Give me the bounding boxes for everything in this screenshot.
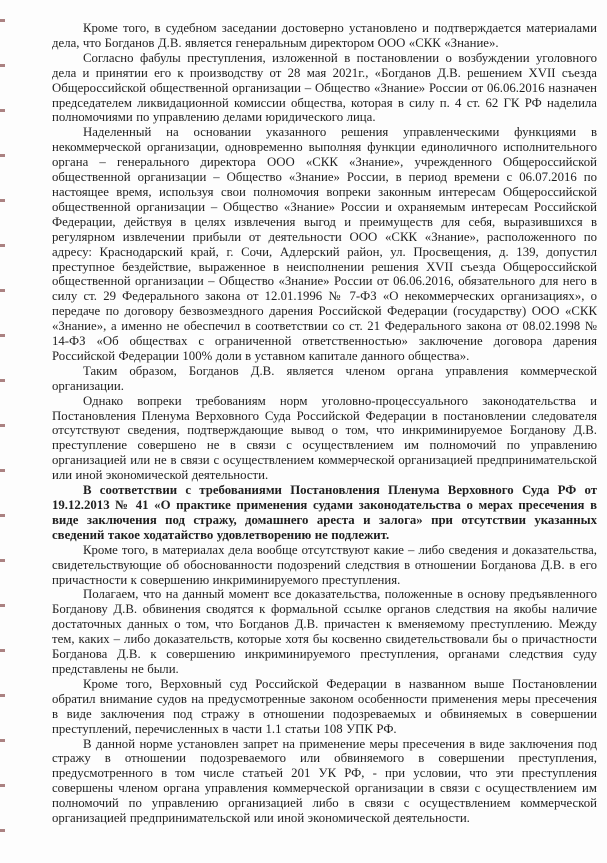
paragraph-2: Согласно фабулы преступления, изложенной в постановлении о возбуждении уголовного дела и принятии его к производству от 28 мая 2021г., «Богданов Д.В. решением XVII съезда Общероссийской общественной организации – Общество «Знание» России от 06.06.2016 назначен председателем ликвидационной комиссии общества, которая в силу п. 4 ст. 62 ГК РФ наделила полномочиями по управлению делами юридического лица. [52,50,597,125]
paragraph-7: Кроме того, в материалах дела вообще отсутствуют какие – либо сведения и доказательства, свидетельствующие об обоснованности подозрений следствия в отношении Богданова Д.В. в его причастности к совершению инкриминируемого преступления. [52,542,597,587]
document-text-block [52,21,597,826]
paragraph-4: Таким образом, Богданов Д.В. является членом органа управления коммерческой организации. [52,363,597,393]
paragraph-8: Полагаем, что на данный момент все доказательства, положенные в основу предъявленного Богданову Д.В. обвинения сводятся к формальной ссылке органов следствия на якобы наличие достаточных данных о том, что Богданов Д.В. причастен к вменяемому преступлению. Между тем, каких – либо доказательств, которые хотя бы косвенно свидетельствовали бы о причастности Богданова Д.В. к совершению инкриминируемого преступления, органами следствия суду представлены не были. [52,587,597,676]
scan-artifact-strip [0,6,5,863]
paragraph-1: Кроме того, в судебном заседании достоверно установлено и подтверждается материалами дела, что Богданов Д.В. является генеральным директором ООО «СКК «Знание». [52,21,597,50]
paragraph-6-bold: В соответствии с требованиями Постановления Пленума Верховного Суда РФ от 19.12.2013 № 41 «О практике применения судами законодательства о мерах пресечения в виде заключения под стражу, домашнего ареста и залога» при отсутствии указанных сведений такое ходатайство удовлетворению не подлежит. [52,483,597,542]
paragraph-9: Кроме того, Верховный суд Российской Федерации в названном выше Постановлении обратил внимание судов на предусмотренные законом особенности применения меры пресечения в виде заключения под стражу в отношении подозреваемых и обвиняемых в совершении преступлений, перечисленных в части 1.1 статьи 108 УПК РФ. [52,676,597,736]
paragraph-10: В данной норме установлен запрет на применение меры пресечения в виде заключения под стражу в отношении подозреваемого или обвиняемого в совершении преступления, предусмотренного в том числе статьей 201 УК РФ, - при условии, что эти преступления совершены членом органа управления коммерческой организации в связи с осуществлением им полномочий по управлению организацией либо в связи с осуществлением коммерческой организацией предпринимательской или иной экономической деятельности. [52,736,597,826]
paragraph-3: Наделенный на основании указанного решения управленческими функциями в некоммерческой организации, одновременно выполняя функции единоличного исполнительного органа – генерального директора ООО «СКК «Знание», учрежденного Общероссийской общественной организации – Общество «Знание» России, в период времени с 06.07.2016 по настоящее время, используя свои полномочия вопреки законным интересам Общероссийской общественной организации – Общество «Знание» России и охраняемым интересам Российской Федерации, действуя в целях извлечения выгод и преимуществ для себя, выразившихся в регулярном извлечении прибыли от деятельности ООО «СКК «Знание», расположенного по адресу: Краснодарский край, г. Сочи, Адлерский район, ул. Просвещения, д. 139, допустил преступное бездействие, выраженное в неисполнении решения XVII съезда Общероссийской общественной организации – Общество «Знание» России от 06.06.2016, обязательного для него в силу ст. 29 Федерального закона от 12.01.1996 № 7-ФЗ «О некоммерческих организациях», о передаче по договору безвозмездного дарения Российской Федерации (государству) ООО «СКК «Знание», а именно не обеспечил в соответствии со ст. 21 Федерального закона от 08.02.1998 № 14-ФЗ «Об обществах с ограниченной ответственностью» заключение договора дарения Российской Федерации 100% доли в уставном капитале данного общества». [52,125,597,363]
paragraph-5: Однако вопреки требованиям норм уголовно-процессуального законодательства и Постановления Пленума Верховного Суда Российской Федерации в постановлении следователя отсутствуют сведения, подтверждающие вывод о том, что инкриминируемое Богданову Д.В. преступление совершено не в связи с осуществлением им полномочий по управлению организацией или не в связи с осуществлением коммерческой организацией предпринимательской или иной экономической деятельности. [52,393,597,483]
